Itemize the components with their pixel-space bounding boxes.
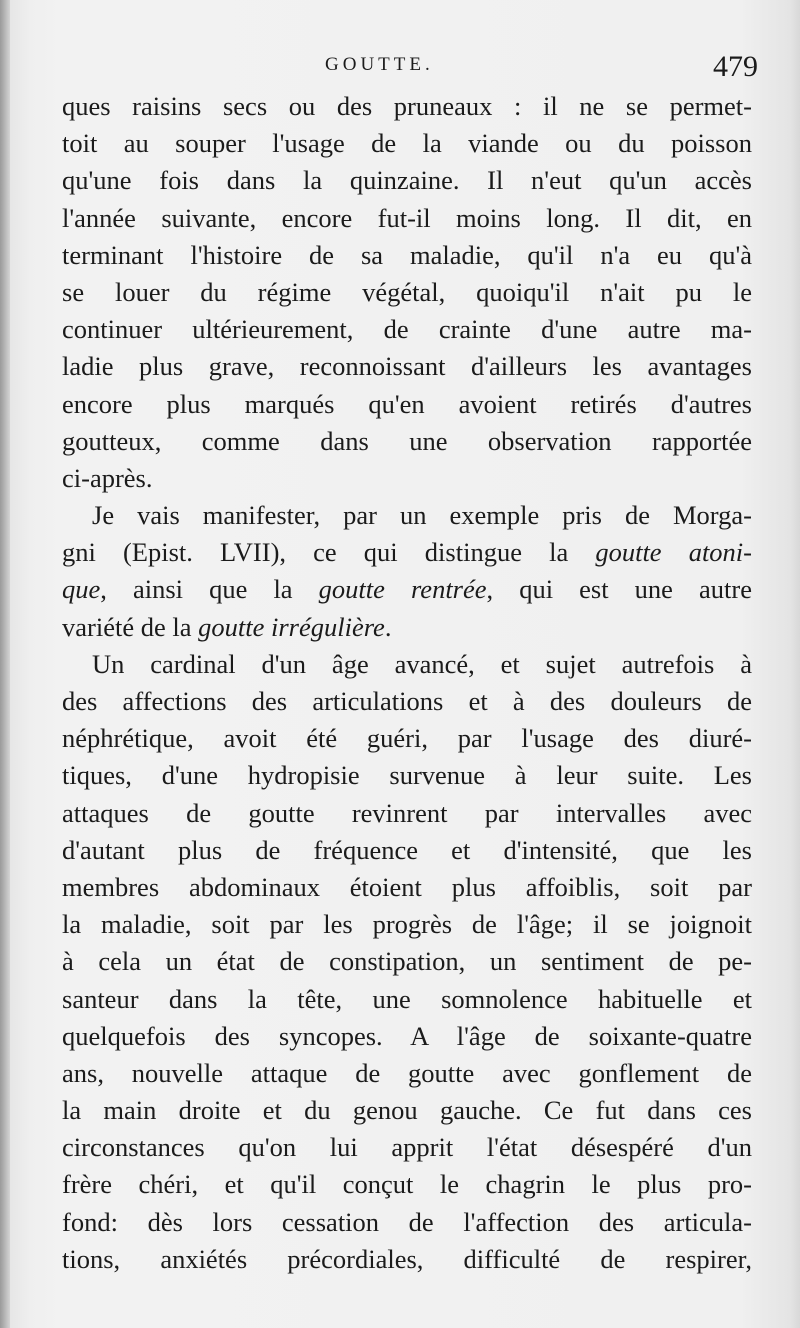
text-line: goutteux, comme dans une observation rapportée	[62, 425, 752, 456]
page-header	[60, 50, 760, 90]
running-title: GOUTTE.	[325, 54, 434, 75]
text-line: qu'une fois dans la quinzaine. Il n'eut qu'un accès	[62, 165, 752, 196]
text-line: toit au souper l'usage de la viande ou du poisson	[62, 128, 752, 159]
text-line: continuer ultérieurement, de crainte d'une autre ma-	[62, 314, 752, 345]
text-line: d'autant plus de fréquence et d'intensité, que les	[62, 834, 752, 865]
text-line: tiques, d'une hydropisie survenue à leur suite. Les	[62, 760, 752, 791]
text-run: .	[384, 611, 392, 642]
page-number: 479	[713, 50, 758, 83]
text-line	[62, 534, 752, 571]
text-line: néphrétique, avoit été guéri, par l'usage des diuré-	[62, 723, 752, 754]
text-line: frère chéri, et qu'il conçut le chagrin le plus pro-	[62, 1169, 752, 1200]
text-run: , ainsi que la	[100, 574, 319, 605]
text-line: l'année suivante, encore fut-il moins long. Il dit, en	[62, 202, 752, 233]
text-line: se louer du régime végétal, quoiqu'il n'ait pu le	[62, 276, 752, 307]
binding-shadow	[0, 0, 10, 1328]
text-line: la maladie, soit par les progrès de l'âge; il se joignoit	[62, 909, 752, 940]
text-line: la main droite et du genou gauche. Ce fut dans ces	[62, 1095, 752, 1126]
italic-run: goutte irrégulière	[198, 611, 385, 642]
text-line: circonstances qu'on lui apprit l'état désespéré d'un	[62, 1132, 752, 1163]
body-text	[62, 88, 752, 1278]
text-line: membres abdominaux étoient plus affoiblis, soit par	[62, 871, 752, 902]
text-line: ques raisins secs ou des pruneaux : il ne se permet-	[62, 91, 752, 121]
text-line: des affections des articulations et à des douleurs de	[62, 686, 752, 716]
text-line: quelquefois des syncopes. A l'âge de soixante-quatre	[62, 1020, 752, 1051]
text-line: Un cardinal d'un âge avancé, et sujet autrefois à	[92, 648, 752, 679]
text-run: , qui est une autre	[486, 574, 752, 605]
text-line: tions, anxiétés précordiales, difficulté de respirer,	[62, 1243, 752, 1274]
text-line: à cela un état de constipation, un sentiment de pe-	[62, 946, 752, 977]
italic-run: goutte atoni-	[595, 537, 752, 568]
text-line: Je vais manifester, par un exemple pris de Morga-	[92, 500, 752, 531]
text-line: terminant l'histoire de sa maladie, qu'il n'a eu qu'à	[62, 239, 752, 270]
text-line: ci-après.	[62, 462, 153, 493]
text-line: encore plus marqués qu'en avoient retirés d'autres	[62, 388, 752, 419]
italic-run: goutte rentrée	[318, 574, 487, 605]
text-line	[62, 609, 752, 646]
italic-run: que	[62, 574, 101, 605]
text-line: santeur dans la tête, une somnolence habituelle et	[62, 983, 752, 1014]
text-run: variété de la	[62, 611, 199, 642]
text-run: gni (Epist. LVII), ce qui distingue la	[62, 537, 596, 568]
text-line: ladie plus grave, reconnoissant d'ailleurs les avantages	[62, 351, 752, 382]
text-line: fond: dès lors cessation de l'affection des articula-	[62, 1206, 752, 1237]
text-line: attaques de goutte revinrent par intervalles avec	[62, 797, 752, 828]
text-line: ans, nouvelle attaque de goutte avec gonflement de	[62, 1057, 752, 1088]
text-line	[62, 571, 752, 608]
